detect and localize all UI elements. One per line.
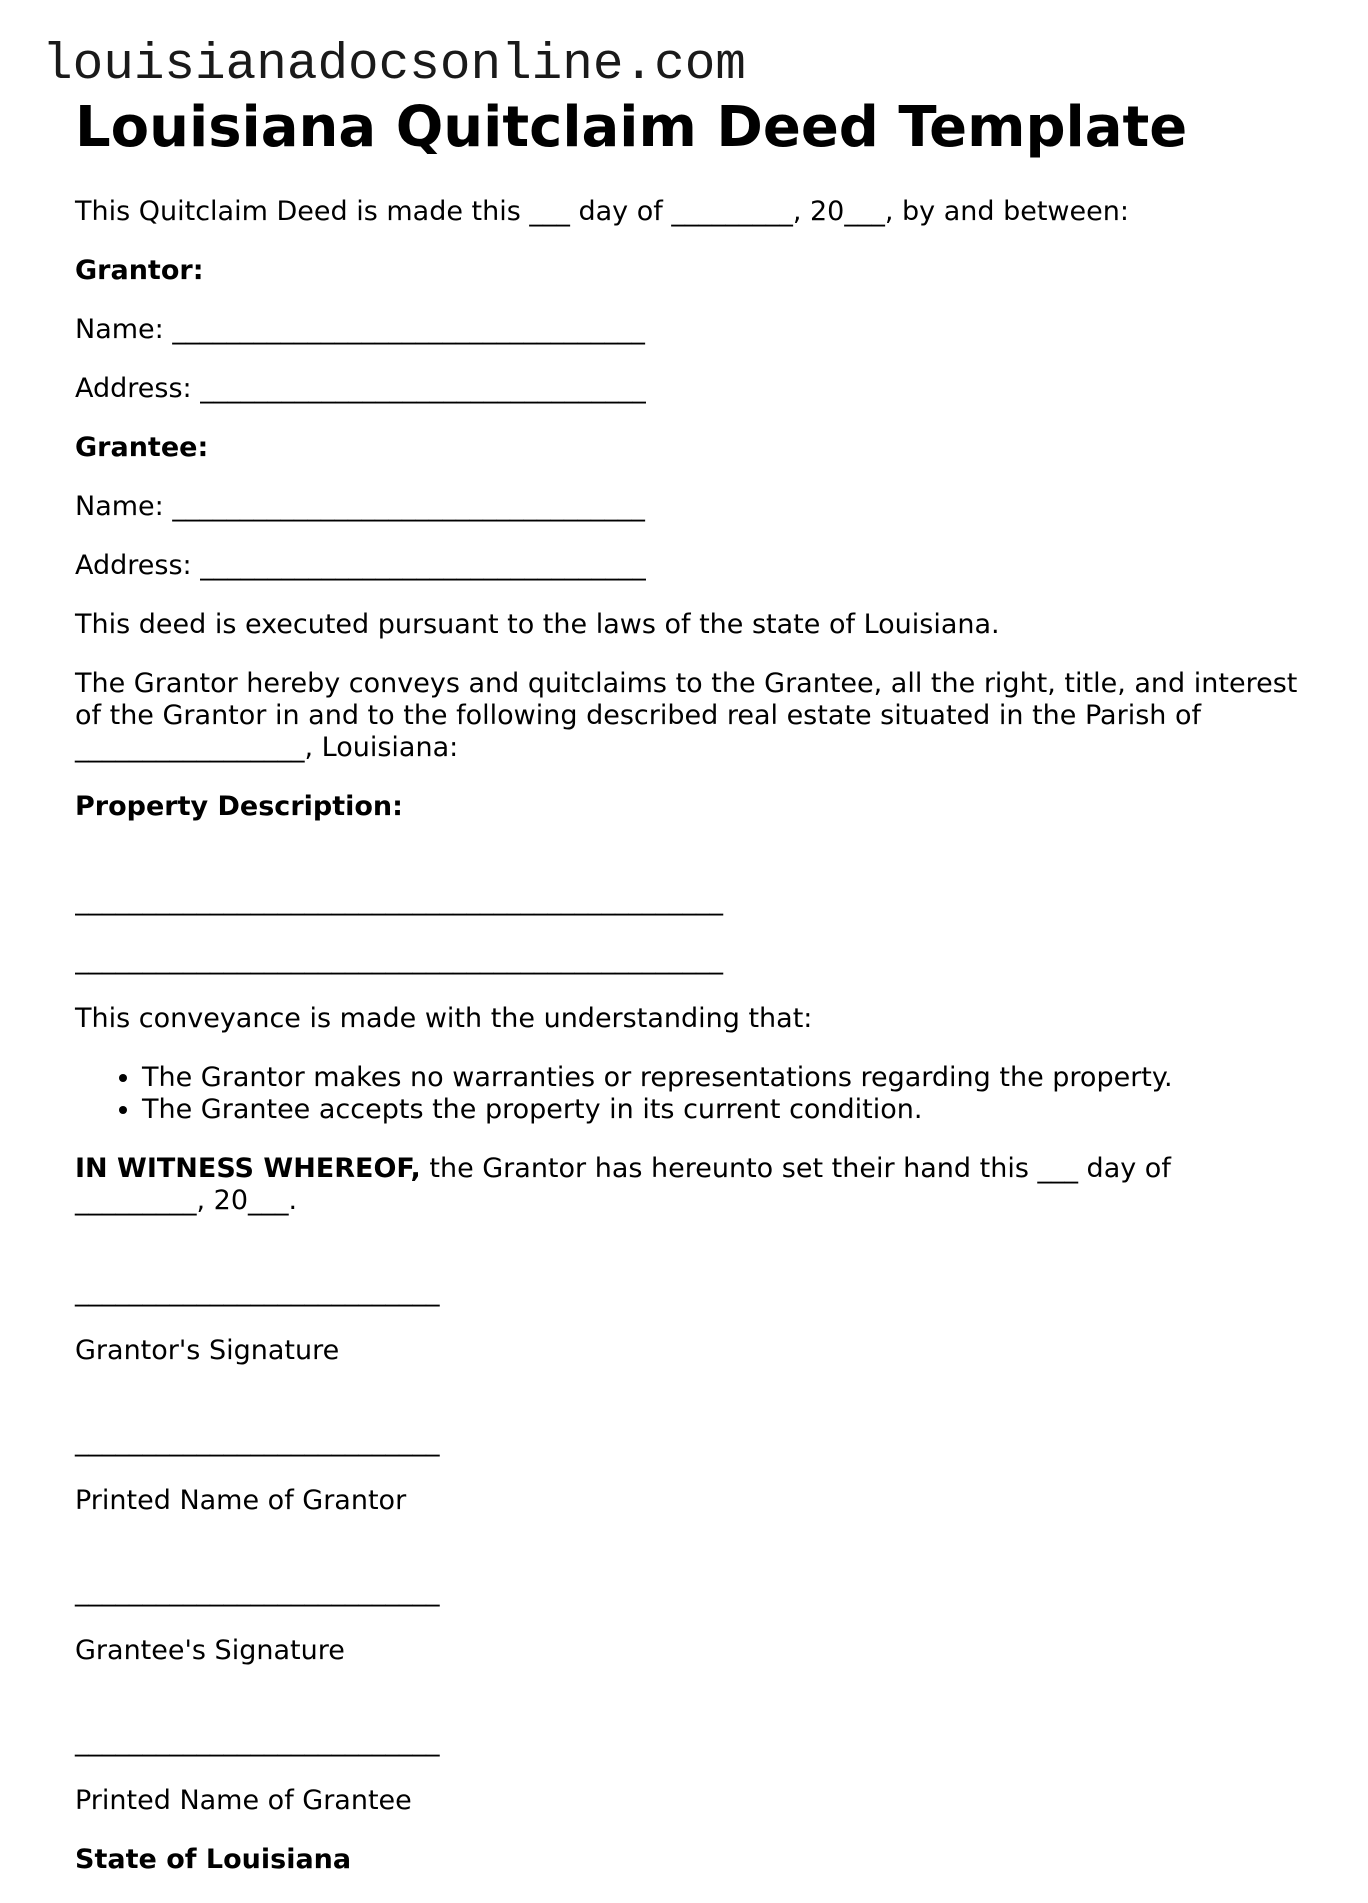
page-title: Louisiana Quitclaim Deed Template	[75, 95, 1188, 160]
grantee-heading: Grantee:	[75, 432, 209, 463]
site-watermark: louisianadocsonline.com	[42, 37, 746, 94]
spacer	[75, 1544, 1305, 1576]
spacer	[75, 1694, 1305, 1726]
list-item: • The Grantor makes no warranties or representations regarding the property.	[142, 1062, 1305, 1094]
understanding-paragraph: This conveyance is made with the understanding that:	[75, 1003, 813, 1034]
grantee-printed-name-label: Printed Name of Grantee	[75, 1785, 412, 1816]
conveys-paragraph: The Grantor hereby conveys and quitclaims to the Grantee, all the right, title, and interest of the Grantor in and to the following described real estate situated in the Parish of _________________, Louisiana:	[75, 668, 1298, 763]
property-description-heading: Property Description:	[75, 791, 403, 822]
intro-paragraph: This Quitclaim Deed is made this ___ day of _________, 20___, by and between:	[75, 196, 1129, 227]
grantor-printed-name-label: Printed Name of Grantor	[75, 1485, 407, 1516]
grantor-name-field[interactable]: Name: ___________________________________	[75, 314, 645, 345]
witness-text: the Grantor has hereunto set their hand this ___ day of _________, 20___.	[75, 1153, 1171, 1216]
executed-paragraph: This deed is executed pursuant to the laws of the state of Louisiana.	[75, 609, 1000, 640]
witness-paragraph	[75, 1153, 1305, 1217]
grantee-signature-label: Grantee's Signature	[75, 1635, 345, 1666]
spacer	[75, 850, 1305, 885]
spacer	[75, 1244, 1305, 1276]
grantor-signature-label: Grantor's Signature	[75, 1335, 340, 1366]
spacer	[75, 1394, 1305, 1426]
grantor-heading: Grantor:	[75, 255, 204, 286]
grantee-name-field[interactable]: Name: ___________________________________	[75, 491, 645, 522]
grantee-signature-line[interactable]: ___________________________	[75, 1576, 440, 1607]
grantor-signature-line[interactable]: ___________________________	[75, 1276, 440, 1307]
property-description-line[interactable]: ________________________________________________	[75, 885, 723, 916]
deed-document	[75, 96, 1305, 1903]
state-heading: State of Louisiana	[75, 1844, 352, 1875]
list-item: • The Grantee accepts the property in its current condition.	[142, 1094, 1305, 1126]
grantee-printed-name-line[interactable]: ___________________________	[75, 1726, 440, 1757]
grantee-address-field[interactable]: Address: _________________________________	[75, 550, 646, 581]
grantor-address-field[interactable]: Address: _________________________________	[75, 373, 646, 404]
conditions-list	[75, 1062, 1305, 1126]
property-description-line[interactable]: ________________________________________________	[75, 944, 723, 975]
witness-bold: IN WITNESS WHEREOF,	[75, 1153, 421, 1184]
grantor-printed-name-line[interactable]: ___________________________	[75, 1426, 440, 1457]
